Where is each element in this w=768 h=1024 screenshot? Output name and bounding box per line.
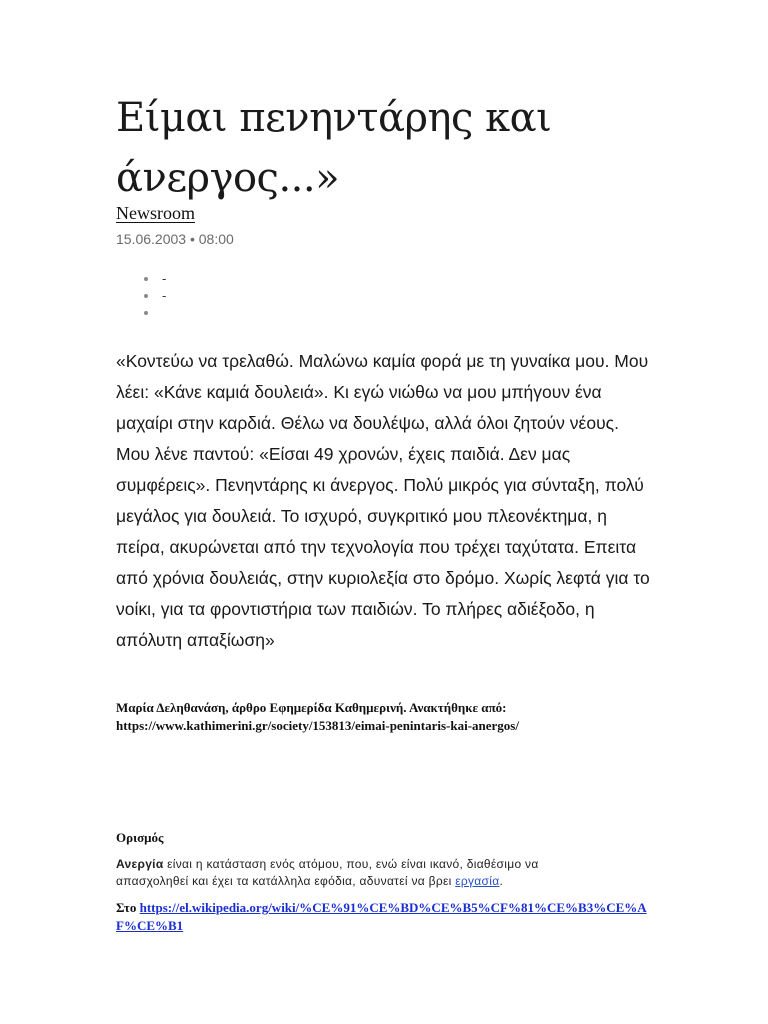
definition-heading: Ορισμός [116,830,164,845]
publish-date: 15.06.2003 • 08:00 [116,231,234,247]
article-quote: «Κοντεύω να τρελαθώ. Μαλώνω καμία φορά με τη γυναίκα μου. Μου λέει: «Κάνε καμιά δουλειά». Κι εγώ νιώθω να μου μπήγουν ένα μαχαίρι στην καρδιά. Θέλω να δουλέψω, αλλά όλοι ζητούν νέους. Μου λένε παντού: «Είσαι 49 χρονών, έχεις παιδιά. Δεν μας συμφέρεις». Πενηντάρης κι άνεργος. Πολύ μικρός για σύνταξη, πολύ μεγάλος για δουλειά. Το ισχυρό, συγκριτικό μου πλεονέκτημα, η πείρα, ακυρώνεται από την τεχνολογία που τρέχει ταχύτατα. Επειτα από χρόνια δουλειάς, στην κυριολεξία στο δρόμο. Χωρίς λεφτά για το νοίκι, για τα φροντιστήρια των παιδιών. Το πλήρες αδιέξοδο, η απόλυτη απαξίωση» [116,351,650,650]
author-link[interactable]: Newsroom [116,203,195,223]
list-item-label: - [162,288,167,303]
wiki-prefix: Στο [116,900,140,915]
share-list [142,270,166,321]
bullet-icon [144,277,148,281]
definition-term: Ανεργία [116,857,164,871]
definition-body: είναι η κατάσταση ενός ατόμου, που, ενώ είναι ικανό, διαθέσιμο να απασχοληθεί και έχει τα κατάλληλα εφόδια, αδυνατεί να βρει [116,857,539,888]
definition-text [116,856,586,890]
bullet-icon [144,311,148,315]
list-item[interactable] [142,304,166,321]
ergasia-link[interactable]: εργασία [455,874,500,888]
list-item[interactable] [142,287,166,304]
list-item[interactable] [142,270,166,287]
list-item-label: - [162,271,167,286]
bullet-icon [144,294,148,298]
source-citation: Μαρία Δεληθανάση, άρθρο Εφημερίδα Καθημερινή. Ανακτήθηκε από: https://www.kathimerini.gr/society/153813/eimai-penintaris-kai-anergos/ [116,700,519,733]
article-title: Είμαι πενηντάρης και άνεργος...» [116,95,552,201]
wiki-link[interactable]: https://el.wikipedia.org/wiki/%CE%91%CE%BD%CE%B5%CF%81%CE%B3%CE%AF%CE%B1 [116,900,647,933]
wiki-reference [116,899,661,935]
definition-end: . [499,874,504,888]
